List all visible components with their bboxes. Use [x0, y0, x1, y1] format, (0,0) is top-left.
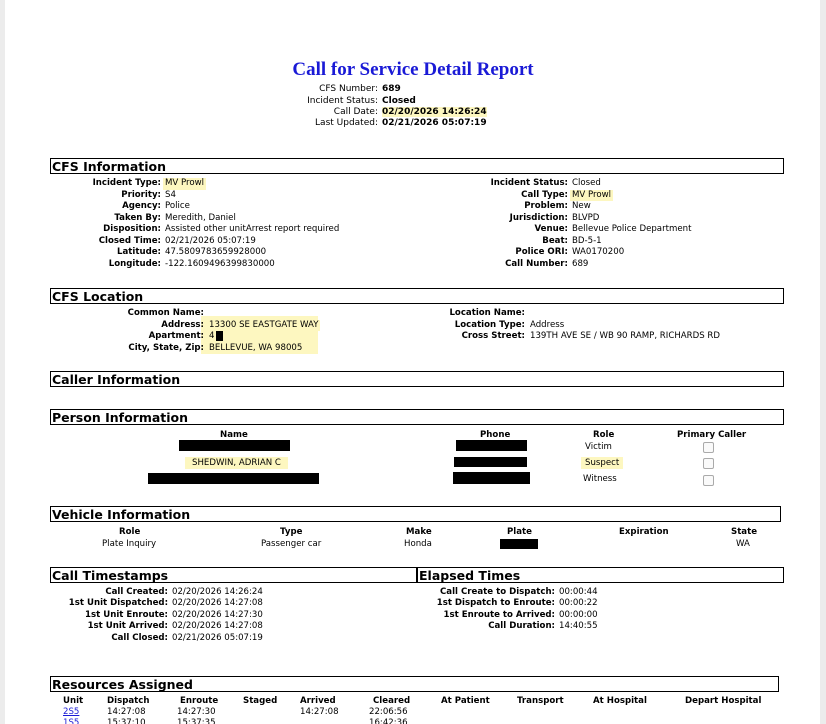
vehicle-col-plate: Plate	[507, 527, 532, 537]
person-col-primary-caller: Primary Caller	[677, 430, 747, 440]
field-label: 1st Unit Arrived:	[87, 621, 168, 632]
resources-col-at-hospital: At Hospital	[593, 696, 647, 706]
field-label: Jurisdiction:	[509, 212, 568, 223]
resource-cleared: 22:06:56	[369, 707, 408, 717]
field-label: Latitude:	[117, 247, 161, 257]
person-role: Witness	[583, 474, 617, 484]
field-value: 13300 SE EASTGATE WAY	[209, 319, 319, 330]
redaction-phone	[453, 472, 530, 484]
field-value: 02/21/2026 05:07:19	[165, 235, 256, 246]
field-value: 689	[572, 258, 589, 269]
resources-col-staged: Staged	[243, 696, 278, 706]
unit-link[interactable]: 1S5	[63, 718, 80, 724]
field-value: BLVPD	[572, 212, 600, 223]
vehicle-col-state: State	[731, 527, 758, 537]
resource-dispatch: 15:37:10	[107, 718, 146, 724]
resources-col-dispatch: Dispatch	[107, 696, 150, 706]
field-label: Venue:	[534, 224, 568, 234]
cfs-number: 689	[382, 84, 401, 94]
field-label: Call Created:	[105, 587, 168, 597]
field-value: 02/21/2026 05:07:19	[172, 632, 263, 643]
cfs-information-section	[50, 158, 784, 174]
report-title: Call for Service Detail Report	[292, 59, 534, 80]
field-value: 00:00:00	[559, 609, 598, 620]
field-value: BELLEVUE, WA 98005	[209, 342, 303, 353]
vehicle-col-make: Make	[406, 527, 432, 537]
redaction-phone	[456, 440, 527, 451]
call-timestamps-heading: Call Timestamps	[52, 568, 169, 583]
field-label: Address:	[161, 319, 204, 330]
field-label: City, State, Zip:	[128, 342, 204, 353]
redaction-name	[148, 473, 319, 484]
last-updated: 02/21/2026 05:07:19	[382, 118, 487, 128]
field-label: 1st Unit Dispatched:	[68, 598, 168, 609]
redaction-name	[179, 440, 290, 451]
field-label: Agency:	[122, 201, 161, 211]
field-label: Call Number:	[505, 258, 568, 269]
field-label: Taken By:	[114, 212, 161, 223]
cfs-information-heading: CFS Information	[52, 159, 167, 174]
field-value: BD-5-1	[572, 235, 602, 246]
field-label: Longitude:	[108, 258, 161, 269]
resource-enroute: 15:37:35	[177, 718, 216, 724]
person-role: Victim	[585, 442, 612, 452]
report-page: Call for Service Detail Report CFS Number: 689 Incident Status: Closed Call Date: 02/20/2026 14:26:24 Last Updated: 02/21/2026 05:07:19 CFS Information CFS Location Caller Information Person Information Name Phone Role Primary Caller Victim SHEDWIN, ADRIAN C Suspect Witness Vehicle Information Role Type Make Plate Expiration State Plate Inquiry Passenger car Honda WA Call Timestamps Elapsed Times Resources Assigned Incident Type: MV Prowl Priority: S4 Agency: Police Taken By: Meredith, Daniel Disposition: Assisted other unitArrest report required Closed Time: 02/21/2026 05:07:19 Latitude: 47.5809783659928000 Longitude: -122.1609496399830000 Incident Status: Closed Call Type: MV Prowl Problem: New Jurisdiction: BLVPD Venue: Bellevue Police Department Beat: BD-5-1 Police ORI: WA0170200 Call Number: 689 Common Name: Address: 13300 SE EASTGATE WAY Apartment: 4 City, State, Zip: BELLEVUE, WA 98005 Location Name: Location Type: Address Cross Street: 139TH AVE SE / WB 90 RAMP, RICHARDS RD Call Created: 02/20/2026 14:26:24 1st Unit Dispatched: 02/20/2026 14:27:08 1st Unit Enroute: 02/20/2026 14:27:30 1st Unit Arrived: 02/20/2026 14:27:08 Call Closed: 02/21/2026 05:07:19 Call Create to Dispatch: 00:00:44 1st Dispatch to Enroute: 00:00:22 1st Enroute to Arrived: 00:00:00 Call Duration: 14:40:55 Unit Dispatch Enroute Staged Arrived Cleared At Patient Transport At Hospital Depart Hospital 2S5 14:27:08 14:27:30 14:27:08 22:06:56 1S5 15:37:10 15:37:35 16:42:36	[5, 0, 820, 724]
field-label: Call Duration:	[488, 621, 555, 632]
field-label: 1st Enroute to Arrived:	[443, 609, 555, 620]
field-label: Incident Status:	[490, 178, 568, 188]
field-value: Meredith, Daniel	[165, 212, 236, 223]
resources-col-transport: Transport	[517, 696, 564, 706]
field-value: Closed	[572, 178, 601, 188]
unit-link[interactable]: 2S5	[63, 707, 80, 717]
field-value: S4	[165, 189, 176, 200]
person-information-heading: Person Information	[52, 410, 189, 425]
field-label: Location Type:	[454, 319, 525, 330]
person-role: Suspect	[581, 457, 623, 469]
redaction-plate	[500, 539, 538, 549]
cfs-location-section	[50, 288, 784, 304]
elapsed-times-section	[417, 567, 784, 583]
resources-col-cleared: Cleared	[373, 696, 411, 706]
field-value: 02/20/2026 14:27:08	[172, 598, 263, 609]
resource-dispatch: 14:27:08	[107, 707, 146, 717]
call-timestamps-section	[50, 567, 417, 583]
vehicle-make: Honda	[404, 539, 432, 549]
field-label: Call Create to Dispatch:	[440, 587, 555, 597]
vehicle-information-heading: Vehicle Information	[52, 507, 191, 522]
primary-caller-checkbox[interactable]	[703, 458, 714, 469]
elapsed-times-heading: Elapsed Times	[419, 568, 521, 583]
resources-col-arrived: Arrived	[300, 696, 336, 706]
field-value: 02/20/2026 14:26:24	[172, 587, 263, 597]
resource-enroute: 14:27:30	[177, 707, 216, 717]
field-value: Assisted other unitArrest report required	[165, 224, 340, 234]
resources-col-enroute: Enroute	[180, 696, 219, 706]
field-value: WA0170200	[572, 247, 625, 257]
field-value: 4	[209, 331, 215, 341]
vehicle-col-expiration: Expiration	[619, 527, 669, 537]
field-value: MV Prowl	[165, 178, 205, 188]
field-label: Closed Time:	[98, 235, 161, 246]
field-label: Common Name:	[127, 308, 204, 318]
field-value: 139TH AVE SE / WB 90 RAMP, RICHARDS RD	[530, 331, 721, 341]
person-col-phone: Phone	[480, 430, 511, 440]
field-value: MV Prowl	[572, 189, 612, 200]
field-label: Disposition:	[103, 224, 161, 234]
field-value: 02/20/2026 14:27:30	[172, 609, 263, 620]
resource-arrived: 14:27:08	[300, 707, 339, 717]
person-information-section	[50, 409, 784, 425]
redaction-phone	[454, 457, 527, 467]
field-value: -122.1609496399830000	[165, 258, 275, 269]
resources-assigned-section	[50, 676, 779, 692]
field-value: 00:00:44	[559, 587, 598, 597]
person-col-role: Role	[593, 430, 615, 440]
cfs-location-heading: CFS Location	[52, 289, 144, 304]
field-label: Problem:	[524, 201, 568, 211]
field-value: 02/20/2026 14:27:08	[172, 621, 263, 632]
caller-information-heading: Caller Information	[52, 372, 181, 387]
field-value: Bellevue Police Department	[572, 224, 692, 234]
vehicle-state: WA	[736, 539, 750, 549]
field-value: 47.5809783659928000	[165, 247, 267, 257]
field-label: Priority:	[121, 189, 161, 200]
field-label: Beat:	[542, 235, 568, 246]
field-label: Call Type:	[521, 189, 568, 200]
vehicle-role: Plate Inquiry	[102, 539, 157, 549]
vehicle-information-section	[50, 506, 781, 522]
resources-col-at-patient: At Patient	[441, 696, 490, 706]
field-label: Police ORI:	[515, 247, 568, 257]
field-label: Incident Type:	[92, 178, 161, 188]
resources-assigned-heading: Resources Assigned	[52, 677, 193, 692]
vehicle-type: Passenger car	[261, 539, 322, 549]
resources-col-depart-hospital: Depart Hospital	[685, 696, 762, 706]
vehicle-col-role: Role	[119, 527, 141, 537]
primary-caller-checkbox[interactable]	[703, 442, 714, 453]
field-value: Address	[530, 319, 565, 330]
vehicle-col-type: Type	[280, 527, 303, 537]
resources-col-unit: Unit	[63, 696, 84, 706]
field-label: Apartment:	[148, 331, 204, 341]
resource-cleared: 16:42:36	[369, 718, 408, 724]
field-label: Call Closed:	[111, 632, 168, 643]
field-value: New	[572, 201, 591, 211]
person-name: SHEDWIN, ADRIAN C	[185, 457, 288, 469]
primary-caller-checkbox[interactable]	[703, 475, 714, 486]
field-value: 14:40:55	[559, 621, 598, 632]
field-value: 00:00:22	[559, 598, 598, 609]
incident-status: Closed	[382, 96, 416, 106]
field-label: Cross Street:	[461, 331, 525, 341]
call-date: 02/20/2026 14:26:24	[382, 107, 487, 117]
person-col-name: Name	[220, 430, 248, 440]
field-value: Police	[165, 201, 190, 211]
caller-information-section	[50, 371, 784, 387]
field-label: 1st Dispatch to Enroute:	[436, 598, 555, 609]
field-label: 1st Unit Enroute:	[85, 609, 168, 620]
field-label: Location Name:	[449, 308, 525, 318]
